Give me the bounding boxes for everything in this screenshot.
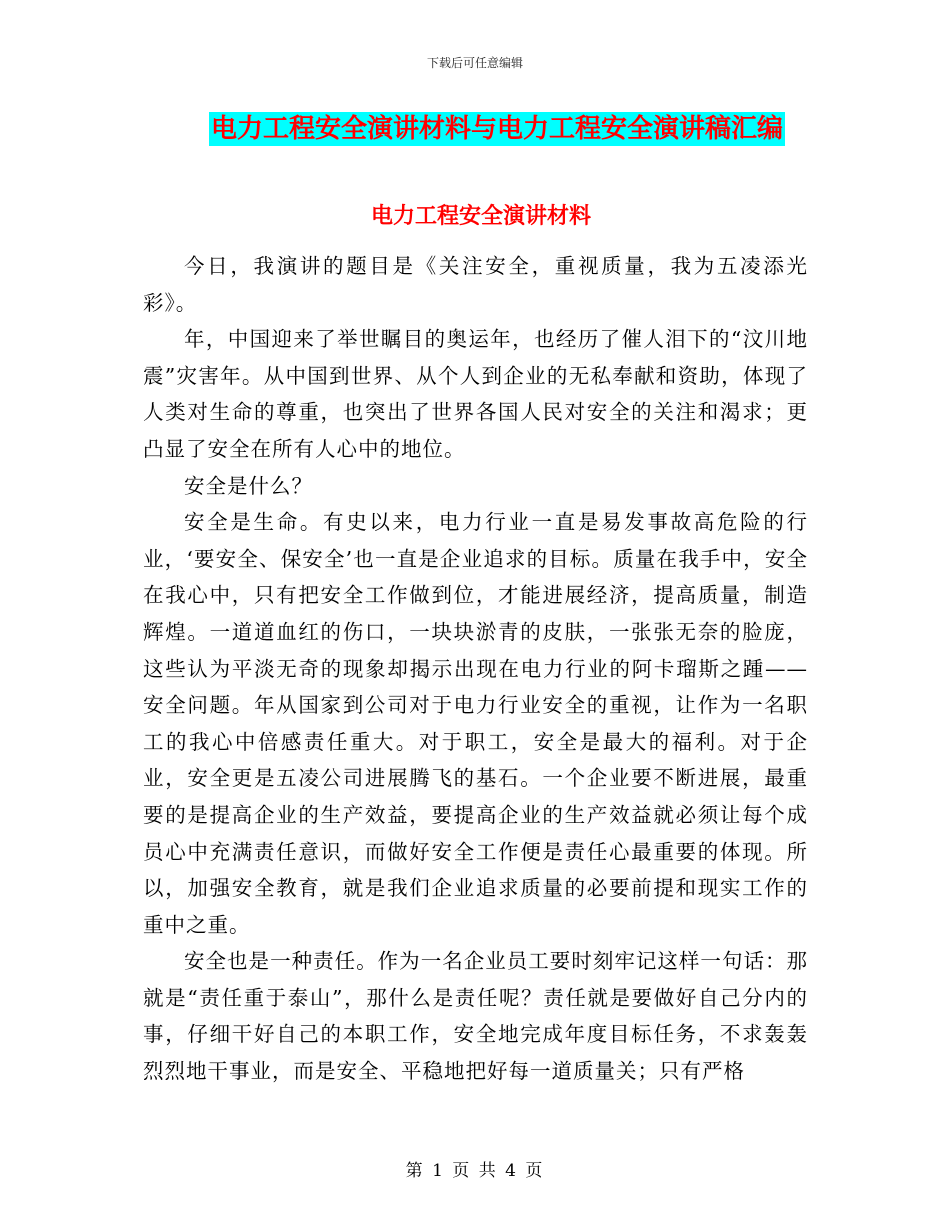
paragraph: 年，中国迎来了举世瞩目的奥运年，也经历了催人泪下的“汶川地震”灾害年。从中国到世界、从个人到企业的无私奉献和资助，体现了人类对生命的尊重，也突出了世界各国人民对安全的关注和渴求；更凸显了安全在所有人心中的地位。 <box>143 327 808 461</box>
main-title-container <box>0 112 950 146</box>
header-note: 下载后可任意编辑 <box>426 56 523 70</box>
section-title: 电力工程安全演讲材料 <box>370 204 591 229</box>
paragraph: 今日，我演讲的题目是《关注安全，重视质量，我为五凌添光彩》。 <box>143 254 808 315</box>
page-number-footer: 第 1 页 共 4 页 <box>405 1161 545 1181</box>
paragraph: 安全是什么？ <box>184 473 313 498</box>
document-body <box>143 248 808 1090</box>
paragraph: 安全是生命。有史以来，电力行业一直是易发事故高危险的行业，‘要安全、保安全’也一直是企业追求的目标。质量在我手中，安全在我心中，只有把安全工作做到位，才能进展经济，提高质量，制造辉煌。一道道血红的伤口，一块块淤青的皮肤，一张张无奈的脸庞，这些认为平淡无奇的现象却揭示出现在电力行业的阿卡瑠斯之踵——安全问题。年从国家到公司对于电力行业安全的重视，让作为一名职工的我心中倍感责任重大。对于职工，安全是最大的福利。对于企业，安全更是五凌公司进展腾飞的基石。一个企业要不断进展，最重要的是提高企业的生产效益，要提高企业的生产效益就必须让每个成员心中充满责任意识，而做好安全工作便是责任心最重要的体现。所以，加强安全教育，就是我们企业追求质量的必要前提和现实工作的重中之重。 <box>143 510 808 937</box>
main-title: 电力工程安全演讲材料与电力工程安全演讲稿汇编 <box>210 114 783 144</box>
paragraph: 安全也是一种责任。作为一名企业员工要时刻牢记这样一句话：那就是“责任重于泰山”，那什么是责任呢？责任就是要做好自己分内的事，仔细干好自己的本职工作，安全地完成年度目标任务，不求轰轰烈烈地干事业，而是安全、平稳地把好每一道质量关；只有严格 <box>143 949 808 1084</box>
